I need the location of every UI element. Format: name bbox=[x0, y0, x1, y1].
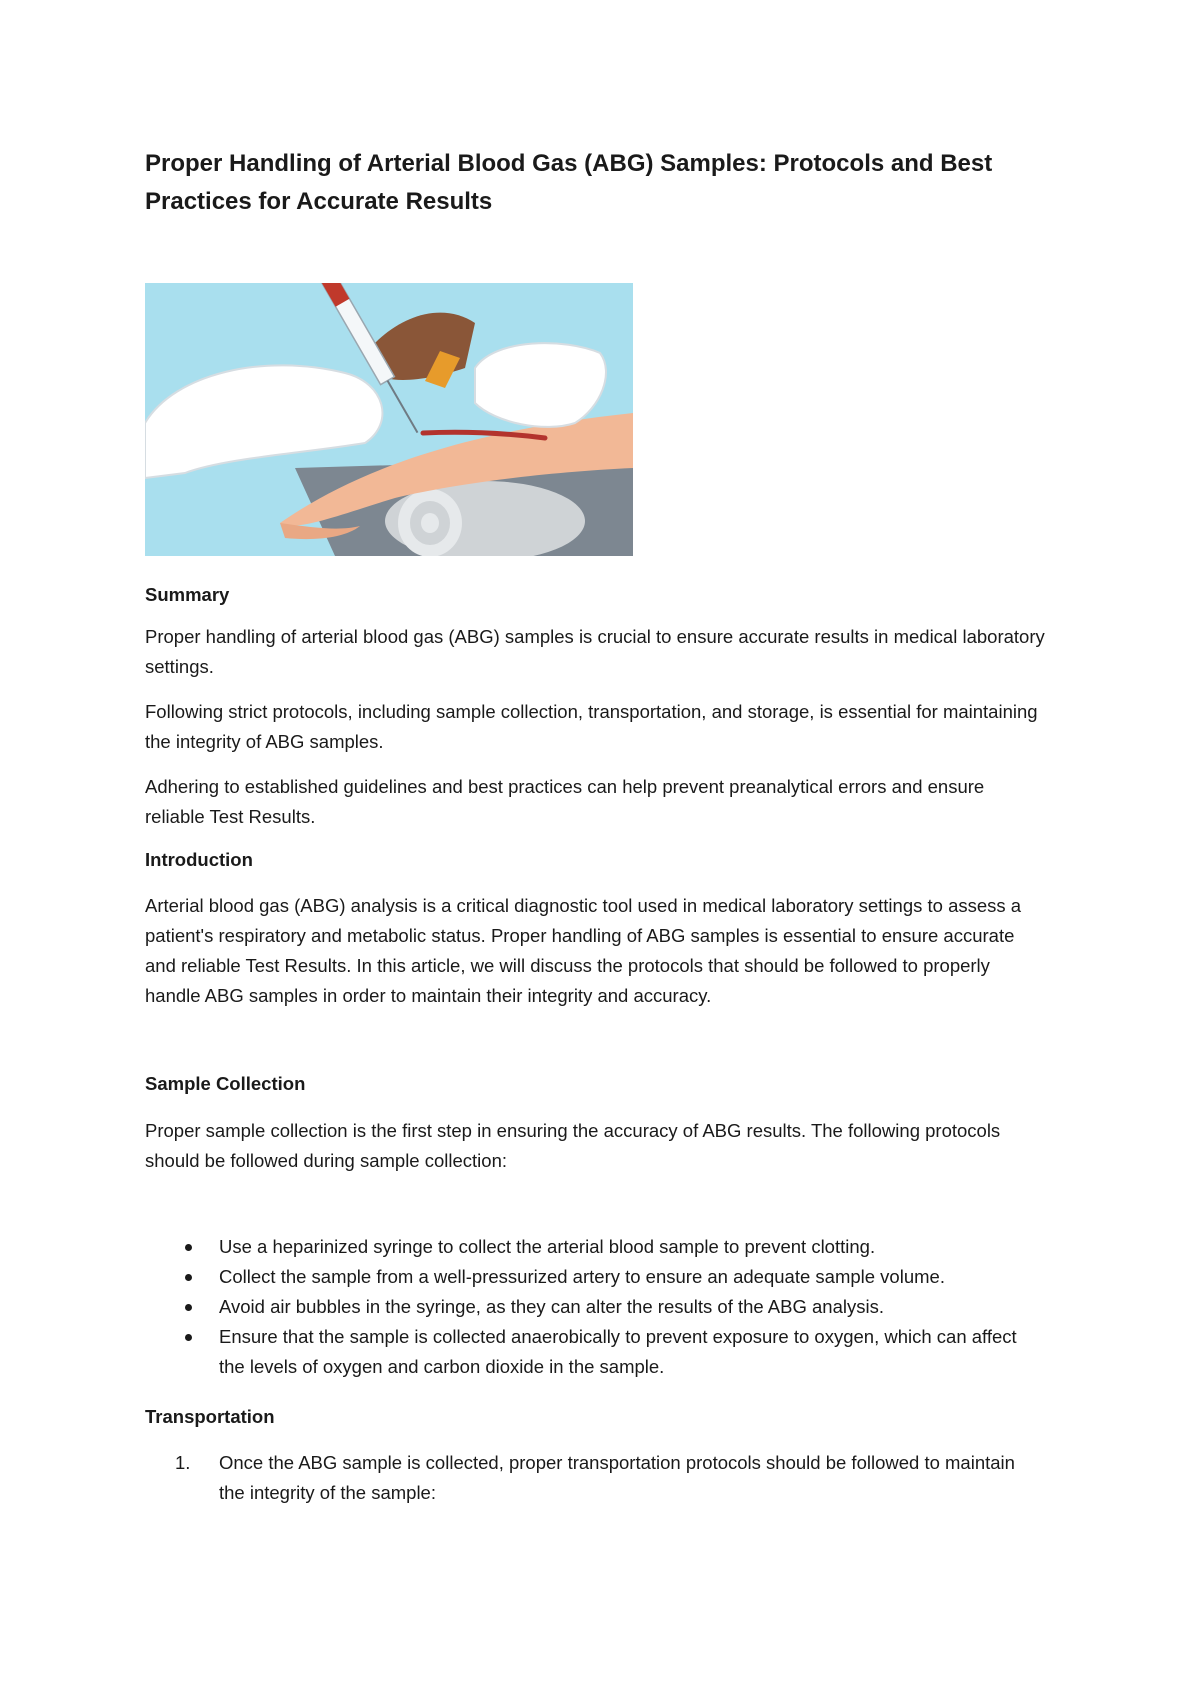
bullet-icon bbox=[185, 1244, 192, 1251]
list-item: 1. Once the ABG sample is collected, proper transportation protocols should be followed to maintain the integrity of the sample: bbox=[145, 1448, 1045, 1508]
transportation-list bbox=[145, 1448, 1045, 1508]
introduction-heading: Introduction bbox=[145, 849, 253, 870]
summary-paragraph-1: Proper handling of arterial blood gas (ABG) samples is crucial to ensure accurate results in medical laboratory settings. bbox=[145, 626, 1045, 677]
bullet-icon bbox=[185, 1334, 192, 1341]
sample-collection-paragraph: Proper sample collection is the first step in ensuring the accuracy of ABG results. The following protocols should be followed during sample collection: bbox=[145, 1120, 1001, 1171]
list-item: Use a heparinized syringe to collect the arterial blood sample to prevent clotting. bbox=[145, 1232, 1045, 1262]
list-item: Avoid air bubbles in the syringe, as they can alter the results of the ABG analysis. bbox=[145, 1292, 1045, 1322]
bullet-icon bbox=[185, 1304, 192, 1311]
list-item: Ensure that the sample is collected anaerobically to prevent exposure to oxygen, which can affect the levels of oxygen and carbon dioxide in the sample. bbox=[145, 1322, 1045, 1382]
list-number: 1. bbox=[175, 1452, 191, 1473]
document-title: Proper Handling of Arterial Blood Gas (ABG) Samples: Protocols and Best Practices for Accurate Results bbox=[145, 150, 993, 215]
sample-collection-heading: Sample Collection bbox=[145, 1073, 306, 1094]
transportation-heading: Transportation bbox=[145, 1406, 275, 1427]
list-item: Collect the sample from a well-pressurized artery to ensure an adequate sample volume. bbox=[145, 1262, 1045, 1292]
summary-paragraph-3: Adhering to established guidelines and best practices can help prevent preanalytical errors and ensure reliable Test Results. bbox=[145, 776, 985, 827]
summary-paragraph-2: Following strict protocols, including sample collection, transportation, and storage, is essential for maintaining the integrity of ABG samples. bbox=[145, 701, 1038, 752]
bullet-icon bbox=[185, 1274, 192, 1281]
arterial-puncture-illustration bbox=[145, 283, 633, 556]
summary-heading: Summary bbox=[145, 584, 230, 605]
sample-collection-list bbox=[145, 1232, 1045, 1382]
introduction-paragraph: Arterial blood gas (ABG) analysis is a critical diagnostic tool used in medical laboratory settings to assess a patient's respiratory and metabolic status. Proper handling of ABG samples is essential to ensure accurate and reliable Test Results. In this article, we will discuss the protocols that should be followed to properly handle ABG samples in order to maintain their integrity and accuracy. bbox=[145, 895, 1022, 1006]
